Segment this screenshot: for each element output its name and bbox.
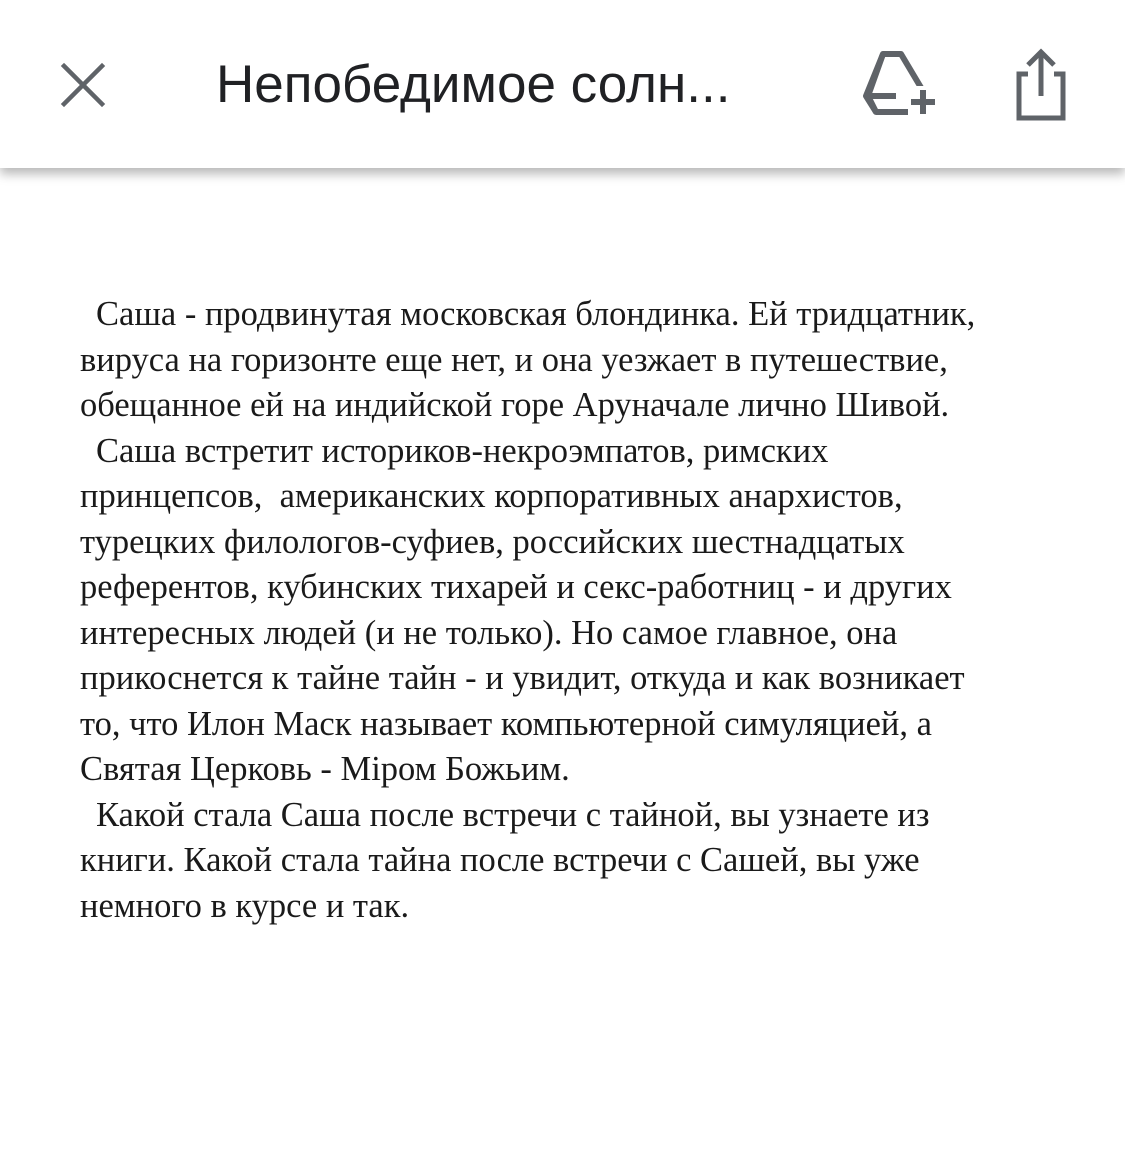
document-title: Непобедимое солн... bbox=[216, 55, 731, 114]
document-line: Какой стала Саша после встречи с тайной, вы узнаете из bbox=[96, 795, 930, 834]
document-line: немного в курсе и так. bbox=[80, 886, 410, 925]
document-line: Святая Церковь - Міром Божьим. bbox=[80, 750, 570, 788]
document-line: турецких филологов-суфиев, российских шестнадцатых bbox=[80, 522, 905, 561]
document-line: референтов, кубинских тихарей и секс-работниц - и других bbox=[80, 568, 952, 606]
app-bar bbox=[0, 0, 1125, 168]
share-button[interactable] bbox=[1006, 44, 1076, 124]
add-to-drive-icon bbox=[856, 46, 938, 118]
document-page bbox=[0, 168, 1125, 1157]
document-line: Саша - продвинутая московская блондинка. Ей тридцатник, bbox=[96, 295, 976, 333]
document-line: принцепсов, американских корпоративных анархистов, bbox=[80, 477, 903, 515]
document-line: вируса на горизонте еще нет, и она уезжает в путешествие, bbox=[80, 340, 948, 379]
document-body bbox=[80, 292, 1095, 929]
share-icon bbox=[1006, 44, 1076, 124]
document-line: Саша встретит историков-некроэмпатов, римских bbox=[96, 431, 829, 470]
document-line: интересных людей (и не только). Но самое главное, она bbox=[80, 613, 898, 652]
document-line: книги. Какой стала тайна после встречи с Сашей, вы уже bbox=[80, 841, 920, 879]
document-line: прикоснется к тайне тайн - и увидит, откуда и как возникает bbox=[80, 659, 965, 697]
document-line: то, что Илон Маск называет компьютерной симуляцией, а bbox=[80, 704, 932, 743]
document-line: обещанное ей на индийской горе Аруначале лично Шивой. bbox=[80, 386, 950, 424]
close-button[interactable] bbox=[50, 52, 116, 118]
close-icon bbox=[60, 62, 106, 108]
add-to-drive-button[interactable] bbox=[856, 46, 938, 118]
